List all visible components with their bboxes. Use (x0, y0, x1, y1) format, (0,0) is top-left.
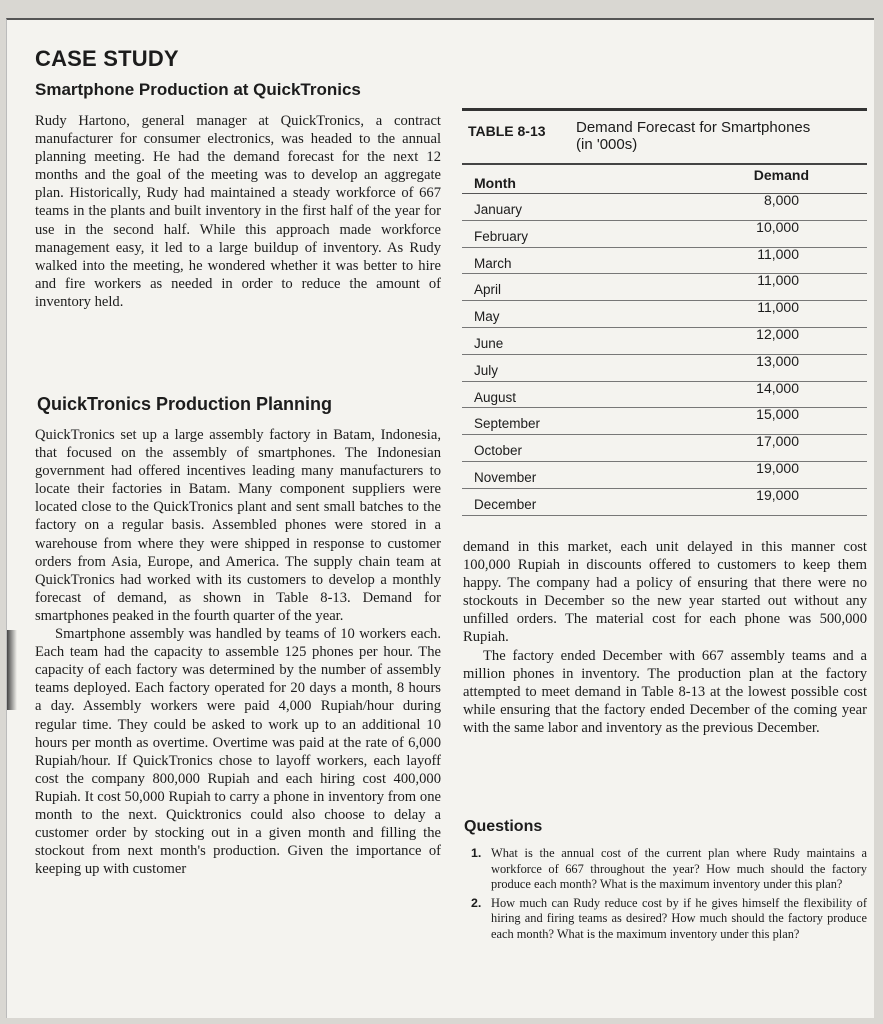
right-column-text (463, 538, 867, 737)
month-cell: March (474, 255, 512, 271)
column-header-month: Month (474, 175, 516, 191)
questions-heading: Questions (464, 818, 543, 835)
demand-table (462, 108, 867, 516)
table-row (462, 274, 867, 301)
question-item (469, 896, 867, 943)
table-title (576, 119, 866, 153)
question-text: How much can Rudy reduce cost by if he gives himself the flexibility of hiring and firing teams as desired? How much should the factory produce each month? What is the maximum inventory under this plan? (491, 895, 867, 941)
table-number: TABLE 8-13 (468, 123, 546, 139)
month-cell: December (474, 496, 537, 512)
month-cell: February (474, 228, 529, 244)
demand-cell: 19,000 (756, 459, 799, 476)
demand-cell: 11,000 (757, 272, 799, 289)
table-row (462, 408, 867, 435)
table-row (462, 486, 867, 516)
question-number: 2. (471, 895, 482, 910)
month-cell: January (474, 202, 523, 217)
table-row (462, 325, 867, 355)
question-number: 1. (471, 846, 482, 860)
demand-cell: 8,000 (763, 192, 799, 208)
table-row (462, 245, 867, 275)
demand-cell: 10,000 (756, 218, 799, 235)
table-title-line-1: Demand Forecast for Smartphones (576, 119, 811, 136)
table-title-line-2: (in '000s) (576, 136, 638, 153)
month-cell: June (474, 335, 504, 351)
table-row (462, 459, 867, 489)
demand-cell: 11,000 (757, 299, 799, 316)
planning-paragraph-1: QuickTronics set up a large assembly factory in Batam, Indonesia, that focused on the assembly of smartphones. The Indonesian government had offered incentives leading many manufacturers to locate their factories in Batam. Many component suppliers were located close to the QuickTronics plant and sent small batches to the factory on a regular basis. Assembled phones were stored in a warehouse from where they were shipped in response to customer orders from Asia, Europe, and America. The supply chain team at QuickTronics had worked with its customers to develop a monthly forecast of demand, as shown in Table 8-13. Demand for smartphones peaked in the fourth quarter of the year. (35, 427, 441, 624)
month-cell: May (474, 309, 500, 325)
planning-text (35, 426, 441, 1014)
demand-cell: 13,000 (756, 352, 799, 369)
section-heading: QuickTronics Production Planning (37, 394, 333, 414)
question-item (469, 846, 867, 893)
question-text: What is the annual cost of the current plan where Rudy maintains a workforce of 667 throughout the year? How much should the factory produce each month? What is the maximum inventory under this plan? (491, 846, 867, 892)
month-cell: September (474, 416, 541, 432)
demand-cell: 14,000 (756, 379, 799, 396)
continued-paragraph: demand in this market, each unit delayed in this manner cost 100,000 Rupiah in discounts offered to customers to keep them happy. The company had a policy of ensuring that there were no stockouts in December so the new year started out without any unfilled orders. The material cost for each phone was 500,000 Rupiah. (463, 539, 867, 646)
page-binding-shadow (7, 630, 17, 710)
intro-paragraph: Rudy Hartono, general manager at QuickTronics, a contract manufacturer for consumer electronics, was headed to the annual planning meeting. He had the demand forecast for the next 12 months and the goal of the meeting was to develop an aggregate plan. Historically, Rudy had maintained a steady workforce of 667 teams in the plants and built inventory in the first half of the year for use in the second half. While this approach made workforce management easy, it led to a large buildup of inventory. As Rudy walked into the meeting, he wondered whether it was better to hire and fire workers as needed in order to reduce the amount of inventory held. (35, 113, 441, 310)
demand-cell: 19,000 (756, 486, 799, 503)
table-row (462, 218, 867, 248)
month-cell: November (474, 469, 537, 485)
demand-cell: 17,000 (756, 433, 799, 450)
month-cell: July (474, 362, 499, 378)
table-caption (462, 111, 867, 163)
demand-cell: 11,000 (757, 245, 799, 262)
month-cell: August (474, 389, 517, 405)
case-study-label: CASE STUDY (35, 46, 179, 71)
planning-paragraph-2: Smartphone assembly was handled by teams of 10 workers each. Each team had the capacity to assemble 125 phones per hour. The capacity of each factory was determined by the number of assembly teams deployed. Each factory operated for 20 days a month, 8 hours a day. Assembly workers were paid 4,000 Rupiah/hour during regular time. They could be asked to work up to an additional 10 hours per month as overtime. Overtime was paid at the rate of 6,000 Rupiah/hour. If QuickTronics chose to layoff workers, each layoff cost the company 800,000 Rupiah and each hiring cost 400,000 Rupiah. It cost 50,000 Rupiah to carry a phone in inventory from one month to the next. Quicktronics could also choose to delay a customer order by stocking out in a given month and filling the stockout from next month's production. Given the importance of keeping up with customer (35, 626, 441, 878)
case-study-title: Smartphone Production at QuickTronics (35, 80, 361, 99)
table-row (462, 194, 867, 221)
questions-list (469, 846, 867, 946)
factory-paragraph: The factory ended December with 667 assembly teams and a million phones in inventory. The production plan at the factory attempted to meet demand in Table 8-13 at the lowest possible cost while ensuring that the factory ended December of the coming year with the same labor and inventory as the previous December. (463, 647, 867, 736)
month-cell: October (474, 443, 523, 459)
table-row (462, 435, 867, 462)
demand-cell: 15,000 (756, 406, 799, 423)
textbook-page (6, 18, 874, 1018)
table-row (462, 301, 867, 328)
column-header-demand: Demand (753, 167, 809, 183)
table-row (462, 379, 867, 409)
table-row (462, 352, 867, 382)
month-cell: April (474, 282, 502, 298)
table-header-row (462, 165, 867, 194)
demand-cell: 12,000 (756, 325, 799, 342)
table-body (462, 194, 867, 516)
